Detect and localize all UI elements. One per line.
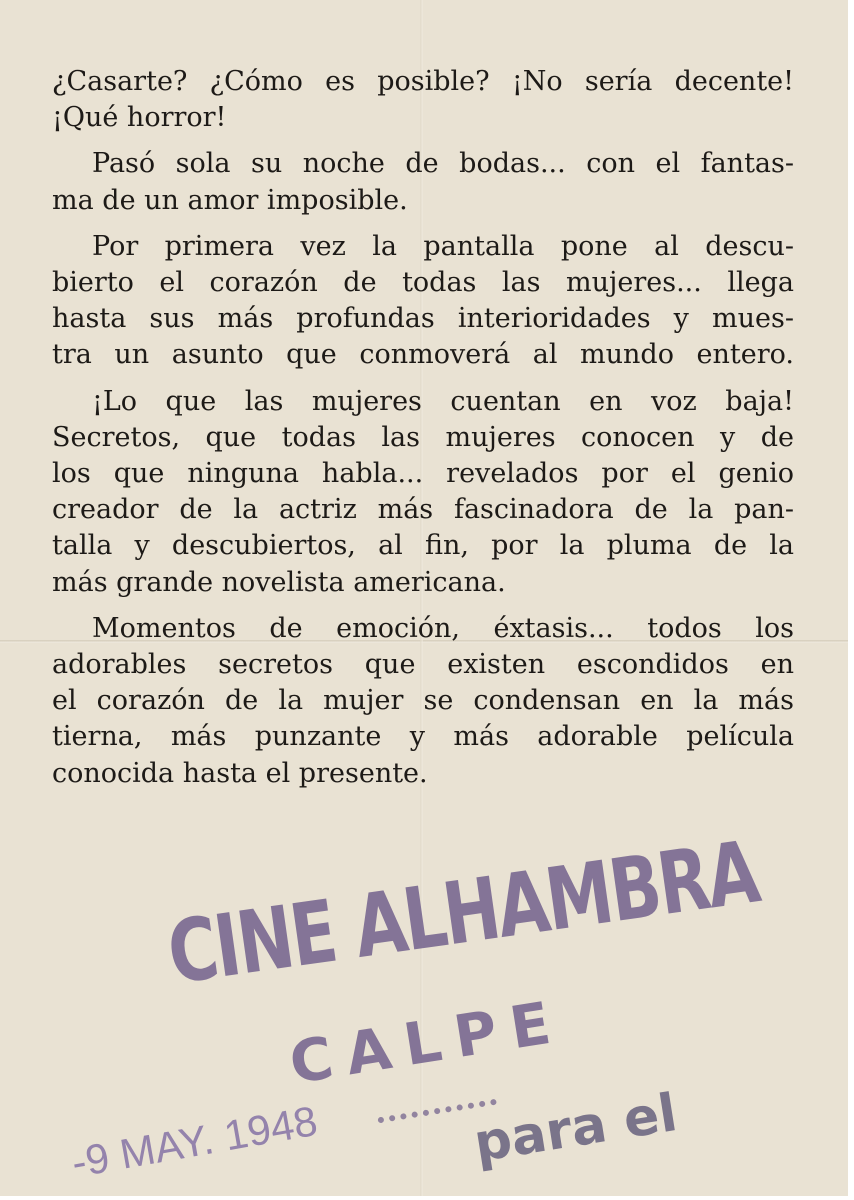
text-line: talla y descubiertos, al fin, por la pluma de la [52,530,794,562]
text-line: conocida hasta el presente. [52,757,428,789]
text-line: el corazón de la mujer se condensan en la más [52,685,794,717]
cinema-name-stamp: CINE ALHAMBRA [162,822,764,1005]
town-stamp: CALPE [285,986,569,1098]
text-line: ¡Lo que las mujeres cuentan en voz baja! [92,385,794,417]
text-line: tra un asunto que conmoverá al mundo entero. [52,339,794,371]
text-line: ma de un amor imposible. [52,184,408,216]
body-text [52,64,794,802]
paragraph-1 [52,64,794,136]
text-line: tierna, más punzante y más adorable película [52,721,794,753]
paragraph-3 [52,229,794,374]
text-line: Secretos, que todas las mujeres conocen y de [52,421,794,453]
paragraph-4 [52,384,794,601]
text-line: ¡Qué horror! [52,102,227,134]
text-line: adorables secretos que existen escondidos en [52,649,794,681]
text-line: más grande novelista americana. [52,566,506,598]
text-line: Momentos de emoción, éxtasis... todos los [92,612,794,644]
text-line: ¿Casarte? ¿Cómo es posible? ¡No sería decente! [52,66,794,97]
paragraph-5 [52,611,794,792]
text-line: hasta sus más profundas interioridades y mues- [52,303,794,335]
text-line: los que ninguna habla... revelados por el genio [52,458,794,490]
text-line: creador de la actriz más fascinadora de la pan- [52,494,794,526]
text-line: Pasó sola su noche de bodas... con el fantas- [92,148,794,180]
text-line: Por primera vez la pantalla pone al descu- [92,230,794,262]
date-stamp: -9 MAY. 1948 [68,1096,321,1187]
paragraph-2 [52,146,794,218]
text-line: bierto el corazón de todas las mujeres... llega [52,267,794,299]
partial-stamp-text: para el [470,1083,682,1175]
